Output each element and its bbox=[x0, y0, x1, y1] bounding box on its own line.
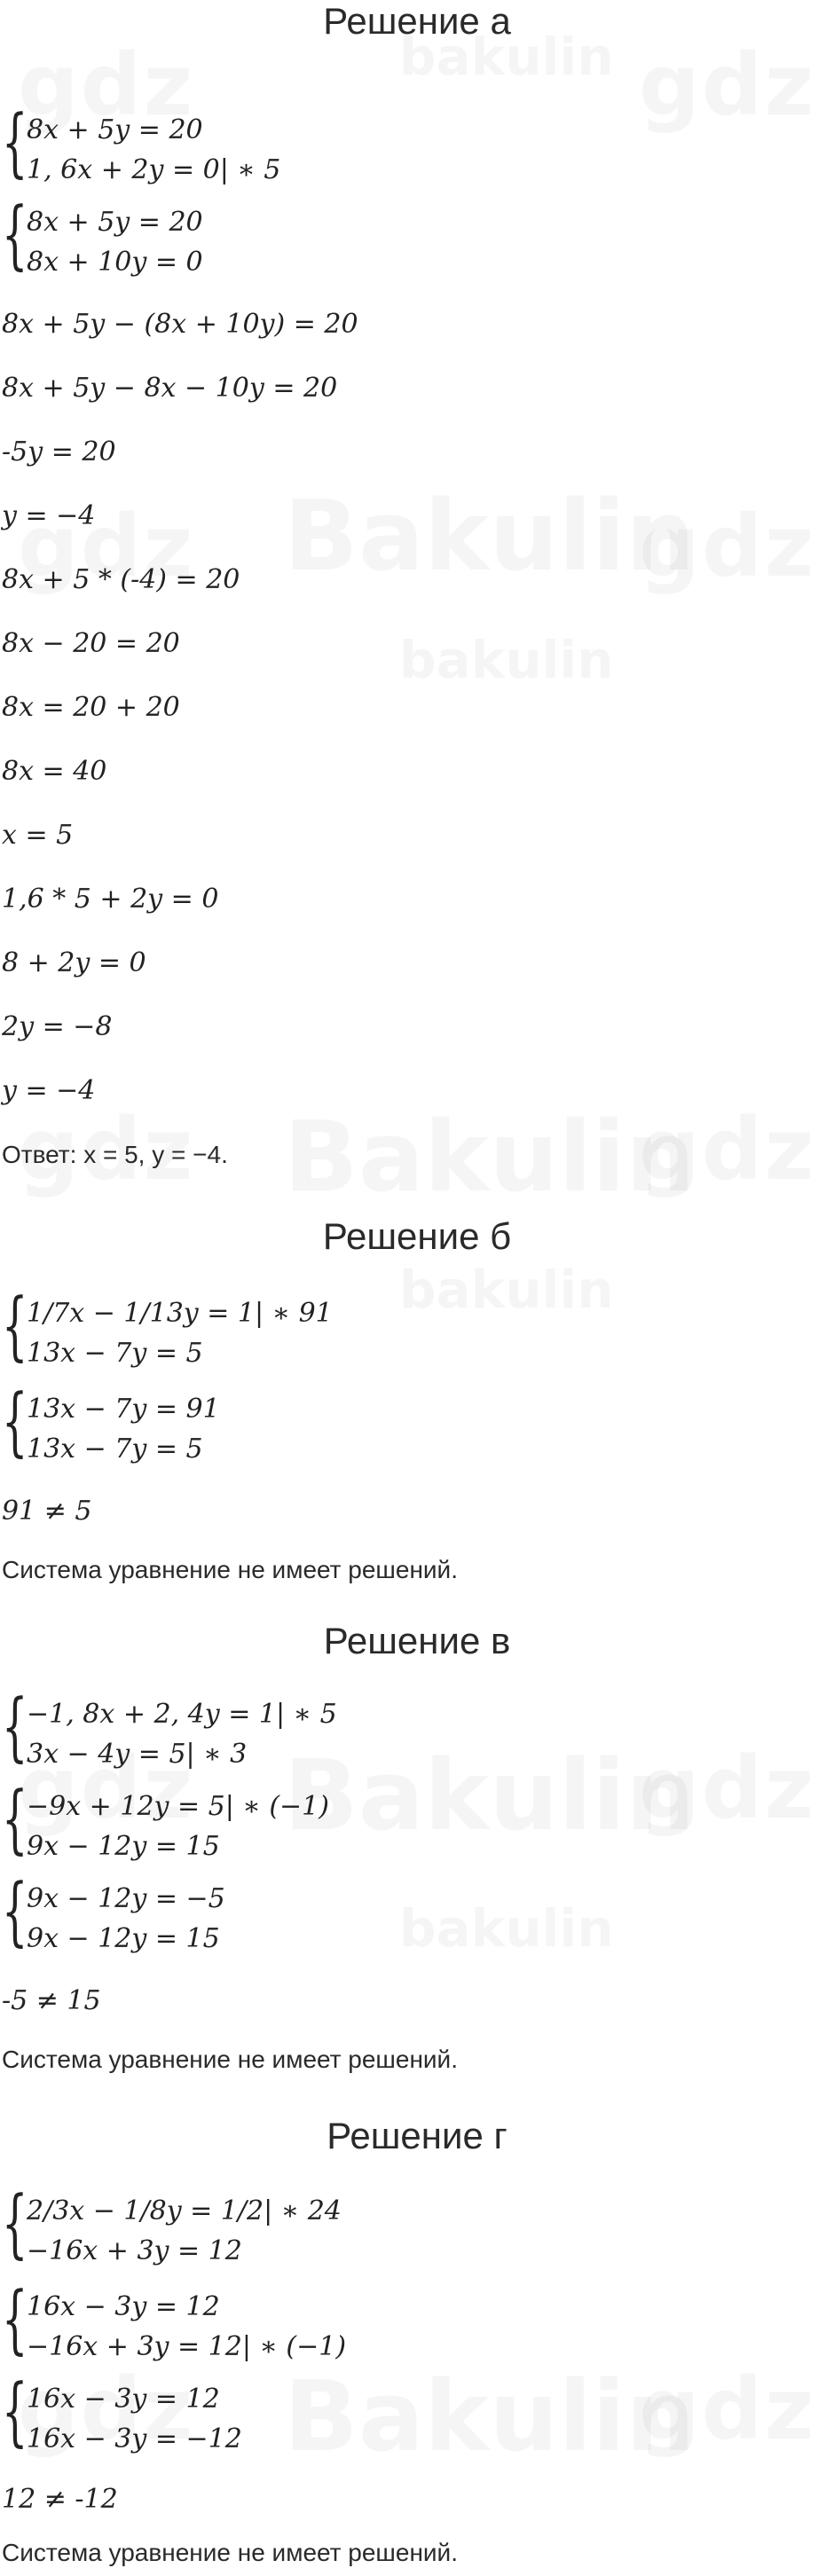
section-title-g: Решение г bbox=[327, 2115, 507, 2156]
watermark-bakulin bbox=[284, 479, 695, 593]
equation-system bbox=[2, 191, 203, 282]
brace-icon: { bbox=[2, 1683, 28, 1770]
watermark-gdz bbox=[639, 1739, 815, 1838]
watermark-gdz bbox=[639, 1100, 815, 1199]
section-title-b: Решение б bbox=[322, 1215, 512, 1257]
equation: 13x − 7y = 5 bbox=[27, 1338, 203, 1369]
watermark-bakulin bbox=[284, 1739, 695, 1852]
equation-line: 12 ≠ -12 bbox=[2, 2484, 118, 2515]
equation-line: 8x + 5y − 8x − 10y = 20 bbox=[2, 373, 338, 404]
equation-system bbox=[2, 1683, 337, 1774]
brace-icon: { bbox=[2, 2368, 28, 2454]
equation-system bbox=[2, 1867, 225, 1959]
equation: 2/3x − 1/8y = 1/2| ∗ 24 bbox=[27, 2195, 342, 2227]
equation: 8x + 5y = 20 bbox=[27, 207, 203, 238]
equation-line: 1,6 * 5 + 2y = 0 bbox=[2, 884, 219, 915]
equation-system bbox=[2, 2179, 342, 2271]
equation-system bbox=[2, 2275, 347, 2367]
watermark-bakulin bbox=[284, 1100, 695, 1213]
equation-line: 8x = 40 bbox=[2, 756, 107, 787]
watermark-gdz bbox=[639, 497, 815, 596]
watermark-gdz bbox=[639, 2360, 815, 2459]
equation: 8x + 10y = 0 bbox=[27, 247, 203, 278]
equation-system bbox=[2, 98, 281, 190]
equation: 9x − 12y = 15 bbox=[27, 1831, 220, 1862]
brace-icon: { bbox=[2, 1775, 28, 1862]
equation-line: 8 + 2y = 0 bbox=[2, 947, 146, 978]
equation: −16x + 3y = 12| ∗ (−1) bbox=[27, 2331, 347, 2362]
equation: 16x − 3y = 12 bbox=[27, 2384, 220, 2415]
section-title-v: Решение в bbox=[323, 1620, 511, 1661]
equation-line: 91 ≠ 5 bbox=[2, 1496, 92, 1527]
equation-line: 8x − 20 = 20 bbox=[2, 628, 180, 659]
equation-system bbox=[2, 1378, 220, 1469]
equation: 3x − 4y = 5| ∗ 3 bbox=[27, 1739, 248, 1770]
equation: 16x − 3y = −12 bbox=[27, 2423, 242, 2454]
equation-system bbox=[2, 1775, 329, 1866]
equation-system bbox=[2, 1282, 333, 1373]
equation-line: y = −4 bbox=[2, 1075, 96, 1106]
equation: −9x + 12y = 5| ∗ (−1) bbox=[27, 1791, 329, 1822]
equation: 13x − 7y = 5 bbox=[27, 1433, 203, 1465]
equation: 13x − 7y = 91 bbox=[27, 1394, 220, 1425]
equation: 1/7x − 1/13y = 1| ∗ 91 bbox=[27, 1298, 333, 1329]
brace-icon: { bbox=[2, 1282, 28, 1369]
equation-system bbox=[2, 2368, 242, 2459]
conclusion-text: Система уравнение не имеет решений. bbox=[2, 2539, 458, 2566]
section-title-a: Решение а bbox=[323, 0, 511, 42]
equation: −1, 8x + 2, 4y = 1| ∗ 5 bbox=[27, 1699, 337, 1730]
brace-icon: { bbox=[2, 1867, 28, 1954]
equation: 8x + 5y = 20 bbox=[27, 114, 203, 145]
conclusion-text: Система уравнение не имеет решений. bbox=[2, 2046, 458, 2073]
equation-line: 2y = −8 bbox=[2, 1011, 113, 1042]
equation: 9x − 12y = −5 bbox=[27, 1883, 225, 1914]
equation: 1, 6x + 2y = 0| ∗ 5 bbox=[27, 154, 281, 185]
equation-line: y = −4 bbox=[2, 500, 96, 531]
watermark-bakulin bbox=[399, 1260, 614, 1320]
brace-icon: { bbox=[2, 98, 28, 185]
conclusion-text: Система уравнение не имеет решений. bbox=[2, 1556, 458, 1583]
equation-line: x = 5 bbox=[2, 820, 74, 851]
watermark-gdz bbox=[639, 35, 815, 135]
equation-line: -5 ≠ 15 bbox=[2, 1985, 101, 2016]
equation-line: 8x + 5y − (8x + 10y) = 20 bbox=[2, 309, 358, 340]
equation-line: 8x + 5 * (-4) = 20 bbox=[2, 564, 240, 595]
answer-text: Ответ: x = 5, y = −4. bbox=[2, 1141, 228, 1168]
equation: 16x − 3y = 12 bbox=[27, 2291, 220, 2322]
brace-icon: { bbox=[2, 191, 28, 278]
equation: 9x − 12y = 15 bbox=[27, 1923, 220, 1954]
equation-line: 8x = 20 + 20 bbox=[2, 692, 180, 723]
watermark-bakulin bbox=[284, 2360, 695, 2473]
watermark-bakulin bbox=[399, 630, 614, 690]
equation: −16x + 3y = 12 bbox=[27, 2235, 242, 2266]
brace-icon: { bbox=[2, 1378, 28, 1465]
brace-icon: { bbox=[2, 2275, 28, 2362]
watermark-bakulin bbox=[399, 1898, 614, 1959]
brace-icon: { bbox=[2, 2179, 28, 2266]
equation-line: -5y = 20 bbox=[2, 436, 116, 467]
